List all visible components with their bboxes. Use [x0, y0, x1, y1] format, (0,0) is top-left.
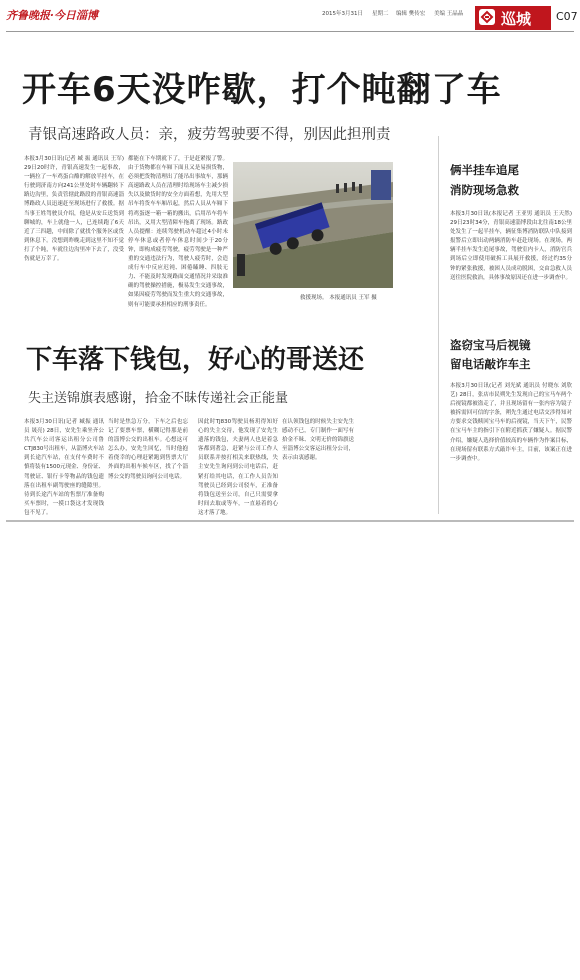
issue-date: 2015年3月31日 [322, 11, 363, 17]
side2-body: 本报3月30日讯(记者 刘光斌 通讯员 付晓东 刘欣艺) 28日，张店市民朔先生发现自己的宝马车两个后视镜都被盗走了，并且现场留有一张内容为镜子被拆需回可信的字条，朔先生通过电话交涉得知对方要求交钱赎回宝马车的后视镜，当天下午，民警在宝马车主的指引下在附近抓获了嫌疑人。据民警介绍，嫌疑人选择价值较高的车辆作为作案目标，在现场留有联系方式敲诈车主，目前，该案正在进一步调查中。 [450, 383, 572, 462]
section-title: 巡城 [501, 10, 532, 28]
story2-headline: 下车落下钱包，好心的哥送还 [26, 345, 365, 375]
masthead: 齐鲁晚报·今日淄博 [6, 9, 98, 22]
side2-title-line2: 留电话敲诈车主 [450, 357, 531, 371]
story1-column-3 [233, 293, 299, 338]
column-divider [438, 136, 439, 514]
story1-column-2a: 都能在下车期就下了，于是赶紧报了警。由于货物都在车厢下面且又是易损货物，必须把货物清理出了能吊出事故车，那辆高速路政人员在清理时给现场车主减少损失以及做货时的安全方面着想，先用大型吊车将货车车厢吊起，然后人员从车厢下将鸡蛋逐一箱一箱的搬出，后用吊车将车吊出，又用大型清障车拖离了现场。路政人员提醒：连续驾驶机动车超过4小时未停车休息或者停车休息时间少于20分钟，即构成疲劳驾驶，疲劳驾驶是一种严重的交通违法行为，驾驶人疲劳时，会造成行车中反应迟钝、困倦瞌睡、四肢无力、不能及时发现路面交通情况并采取准确的驾驶操控措施，极易发生交通事故，如果因疲劳驾驶而发生重大的交通事故，则有可能要承担相应的刑事责任。 [128, 156, 228, 308]
story2-column-3: 因此时TJ830驾驶员杨玥得知好心的失主交待，他发现了安先生遗落的钱包，夫妻两人也是着急客都到著急，赶紧与公司工作人员联系并按打相关来联热线，失主安先生询问到公司电话后，赶紧打给其电话，在工作人员告知驾驶员已经到公司驳车，正准备将钱包送至公司，自己只需要拿时间去取或等车，一直悬着的心这才落了地。 [198, 419, 278, 516]
editor-credit: 编辑 樊传宏 [396, 11, 426, 17]
story2-subhead: 失主送锦旗表感谢，拾金不昧传递社会正能量 [28, 391, 289, 406]
story1-subhead: 青银高速路政人员：亲，疲劳驾驶要不得，别因此担刑责 [28, 127, 391, 143]
content-bottom-rule [6, 520, 574, 522]
issue-weekday: 星期二 [372, 11, 389, 17]
side1-title-line1: 俩半挂车追尾 [450, 163, 519, 177]
story1-headline: 开车6天没咋歇，打个盹翻了车 [22, 70, 502, 110]
story1-column-4 [335, 302, 435, 338]
story2-column-1: 本报3月30日讯(记者 臧振 通讯员 晟亮) 28日，安先生乘坐齐公共汽车公司客运出租分公司鲁CTJ830号出租车，从淄博火车站到长途汽车站，在支付车费时不慎将装有1500元现金、身份证、驾驶证、银行卡等物品的钱包遗落在出租车副驾驶座的缝隙里。待到长途汽车站的售票厅准备购买车票时，一摸口袋这才发现钱包不见了。 [24, 419, 104, 516]
story2-column-2: 当时是焦急万分，下车之后也忘记了要票车票，横糊记得那是前的淄博公交的出租车。心想这可怎么办，安先生回忆，当时他抱着侥幸的心理赶紧跑到售票大厅外面的出租车候车区，找了个淄博公交的驾驶员询问公司电话。 [108, 419, 188, 480]
side2-title-line1: 盗窃宝马后视镜 [450, 338, 531, 352]
story2-column-4: 在认领钱包的时候失主安先生感动不已，专门制作一面写有拾金不昧、文明无价的锦旗送至淄博公交客运出租分公司，表示由衷感谢。 [282, 419, 354, 462]
accident-photo [233, 162, 393, 288]
page-header [0, 0, 580, 30]
story1-column-1: 本报3月30日讯(记者 臧 振 通讯员 王军) 29日20时许，青银高速发生一起事故，一辆拉了一车鸡蛋白酪的解放半挂车，在行驶到济南方向241公里处时车辆翻转下路边沟里，负责管辖此路段的青银高速淄博路政人员迅速赶至现场进行了救援。据当事王姓驾驶员介绍，他是从安丘送货到聊城的，车上就他一人，已连续跑了6天近了三四趟，中间除了就找个服务区或货到休息下。没想到昨晚走到这里不知不觉打了个盹，车就往边沟里冲下去了，没受伤就是万幸了。 [24, 156, 124, 263]
section-logo-icon [479, 9, 495, 25]
header-divider [6, 31, 574, 32]
page-number: C07 [556, 10, 578, 23]
side1-title-line2: 消防现场急救 [450, 183, 519, 197]
side1-body: 本报3月30日讯(本报记者 王亚男 通讯员 王天然) 29日23时34分，青银高速淄博段由北往南18公里处发生了一起半挂车，辆征集博消防联队中队接到报警后立即出动两辆消防车赶赴现场。在现场，两辆半挂车发生追尾事故，驾驶室内卡人，消防官兵到场后立即使用破拆工具展开救援，经过约35分钟的紧张救援，被困人员成功脱困，交由急救人员送往医院救治，具体事故原因还在进一步调查中。 [450, 211, 572, 281]
photo-caption: 救援现场。 本报通讯员 王军 摄 [300, 295, 377, 301]
designer-credit: 美编 王晶晶 [434, 11, 464, 17]
